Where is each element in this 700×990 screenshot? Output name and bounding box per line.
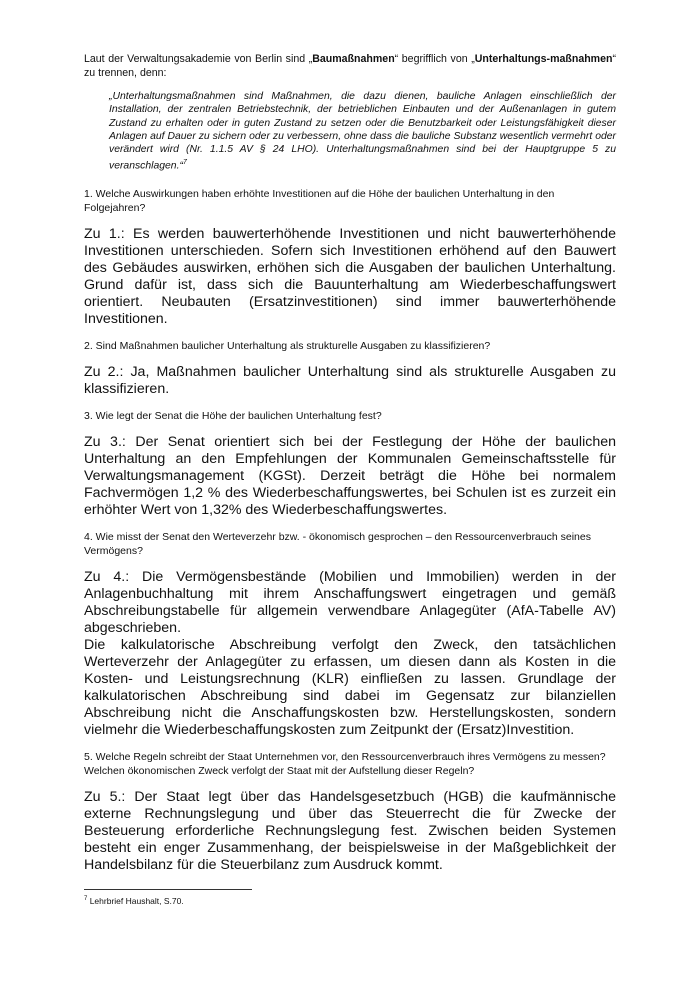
question-2: 2. Sind Maßnahmen baulicher Unterhaltung als strukturelle Ausgaben zu klassifizieren? [84, 340, 491, 353]
legal-quote [109, 90, 616, 173]
intro-term-baumassnahmen: Baumaßnahmen [312, 53, 395, 65]
answer-3: Zu 3.: Der Senat orientiert sich bei der Festlegung der Höhe der baulichen Unterhaltung an den Empfehlungen der Kommunalen Gemeinschaftsstelle für Verwaltungsmanagement (KGSt). Derzeit beträgt die Höhe bei normalem Fachvermögen 1,2 % des Wiederbeschaffungswertes, bei Schulen ist es zurzeit ein erhöhter Wert von 1,32% des Wiederbeschaffungswertes. [84, 434, 616, 519]
question-4: 4. Wie misst der Senat den Werteverzehr bzw. - ökonomisch gesprochen – den Ressourcenverbrauch seines Vermögens? [84, 531, 591, 558]
answer-2: Zu 2.: Ja, Maßnahmen baulicher Unterhaltung sind als strukturelle Ausgaben zu klassifizieren. [84, 364, 616, 398]
answer-5: Zu 5.: Der Staat legt über das Handelsgesetzbuch (HGB) die kaufmännische externe Rechnungslegung und über das Steuerrecht die für Zwecke der Besteuerung erforderliche Rechnungslegung fest. Zwischen beiden Systemen besteht ein enger Zusammenhang, der beispielsweise in der Maßgeblichkeit der Handelsbilanz für die Steuerbilanz zum Ausdruck kommt. [84, 789, 616, 874]
answer-1: Zu 1.: Es werden bauwerterhöhende Investitionen und nicht bauwerterhöhende Investitionen unterschieden. Sofern sich Investitionen erhöhend auf den Bauwert des Gebäudes auswirken, erhöhen sich die Ausgaben der baulichen Unterhaltung. Grund dafür ist, dass sich die Bauunterhaltung am Wiederbeschaffungswert orientiert. Neubauten (Ersatzinvestitionen) sind immer bauwerterhöhende Investitionen. [84, 226, 616, 328]
footnote-text: Lehrbrief Haushalt, S.70. [87, 895, 184, 906]
question-1: 1. Welche Auswirkungen haben erhöhte Investitionen auf die Höhe der baulichen Unterhaltung in den Folgejahren? [84, 188, 555, 215]
intro-prefix: Laut der Verwaltungsakademie von Berlin sind „ [84, 53, 313, 65]
intro-paragraph [84, 52, 616, 80]
footnote-reference[interactable]: 7 [182, 159, 187, 167]
intro-middle: “ begrifflich von „ [394, 53, 475, 65]
document-page [84, 52, 616, 885]
answer-4: Zu 4.: Die Vermögensbestände (Mobilien und Immobilien) werden in der Anlagenbuchhaltung mit ihrem Anschaffungswert eingetragen und gemäß Abschreibungstabelle für allgemein verwendbare Anlagegüter (AfA-Tabelle AV) abgeschrieben. [84, 569, 616, 637]
quote-text: „Unterhaltungsmaßnahmen sind Maßnahmen, die dazu dienen, bauliche Anlagen einschließlich der Installation, der zentralen Betriebstechnik, der betrieblichen Einbauten und der Außenanlagen in gutem Zustand zu erhalten oder in guten Zustand zu setzen oder die Benutzbarkeit oder Leistungsfähigkeit dieser Anlagen auf Dauer zu sichern oder zu verbessern, ohne dass die bauliche Substanz wesentlich vermehrt oder verändert wird (Nr. 1.1.5 AV § 24 LHO). Unterhaltungsmaßnahmen sind bei der Hauptgruppe 5 zu veranschlagen.“ [109, 91, 616, 172]
question-5: 5. Welche Regeln schreibt der Staat Unternehmen vor, den Ressourcenverbrauch ihres Vermögens zu messen? Welchen ökonomischen Zweck verfolgt der Staat mit der Aufstellung dieser Regeln? [84, 751, 606, 778]
intro-suffix: “ zu trennen, denn: [84, 53, 616, 79]
footnote [84, 894, 184, 907]
footnote-number: 7 [84, 896, 88, 902]
intro-term-unterhaltungsmassnahmen: Unterhaltungs-maßnahmen [474, 53, 613, 65]
question-3: 3. Wie legt der Senat die Höhe der baulichen Unterhaltung fest? [84, 410, 382, 423]
answer-4-continued: Die kalkulatorische Abschreibung verfolgt den Zweck, den tatsächlichen Werteverzehr der Anlagegüter zu erfassen, um diesen dann als Kosten in die Kosten- und Leistungsrechnung (KLR) einfließen zu lassen. Grundlage der kalkulatorischen Abschreibung sind dabei im Gegensatz zur bilanziellen Abschreibung nicht die Anschaffungskosten bzw. Herstellungskosten, sondern vielmehr die Wiederbeschaffungskosten zum Zeitpunkt der (Ersatz)Investition. [84, 637, 616, 739]
footnote-divider [84, 889, 252, 890]
